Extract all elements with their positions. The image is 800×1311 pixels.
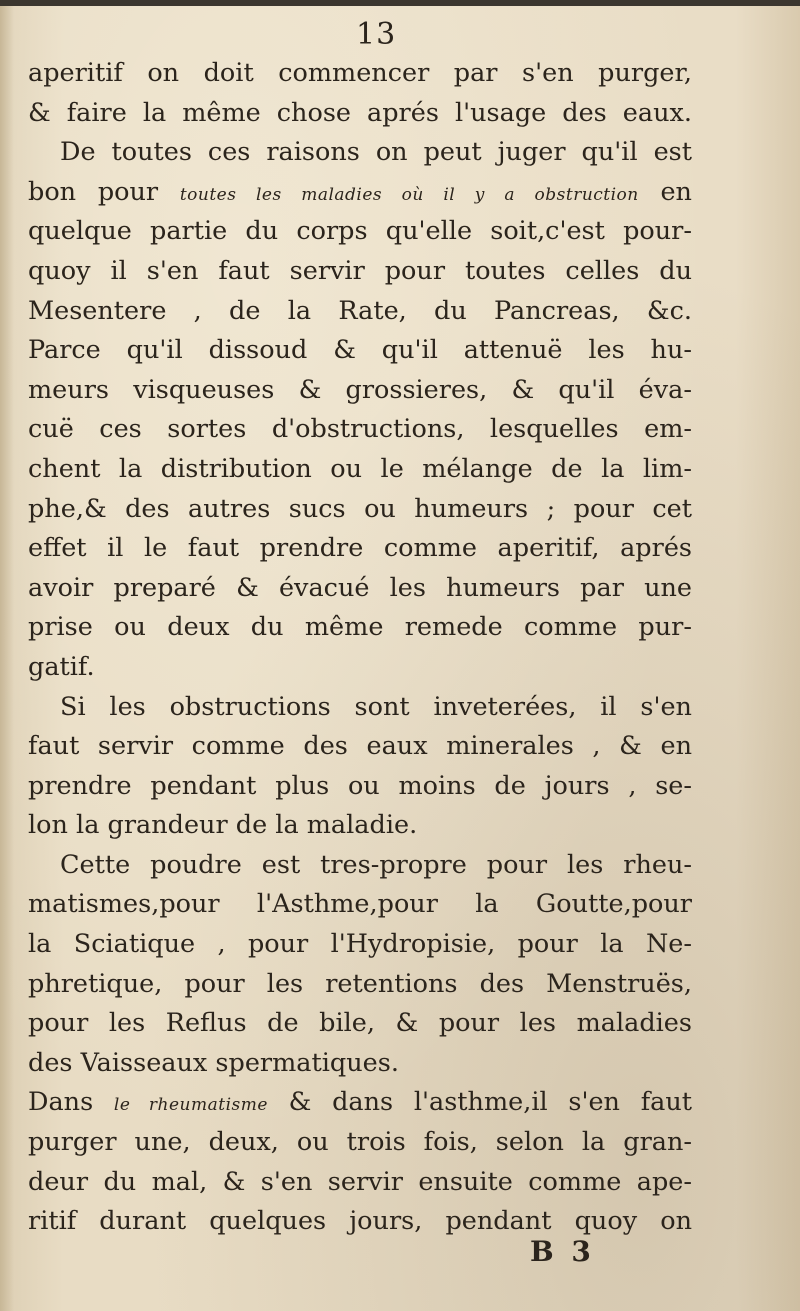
paragraph-start-line — [28, 688, 692, 728]
text-line — [28, 1004, 692, 1044]
binding-gutter — [0, 6, 14, 1311]
line-text: deur du mal, & s'en servir ensuite comme ape- — [28, 1166, 692, 1197]
line-text: De toutes ces raisons on peut juger qu'il est — [60, 137, 692, 168]
line-text: quoy il s'en faut servir pour toutes celles du — [28, 255, 692, 286]
page-number: 13 — [356, 17, 397, 52]
line-text: quelque partie du corps qu'elle soit,c'est pour- — [28, 216, 692, 247]
text-line — [28, 54, 692, 94]
text-line — [28, 490, 692, 530]
text-line — [28, 529, 692, 569]
paragraph-end-line — [28, 1044, 692, 1084]
line-text: des Vaisseaux spermatiques. — [28, 1047, 399, 1078]
paragraph-end-line — [28, 806, 692, 846]
text-line — [28, 173, 692, 213]
line-text: meurs visqueuses & grossieres, & qu'il éva- — [28, 374, 692, 405]
line-text: prise ou deux du même remede comme pur- — [28, 612, 692, 643]
signature-mark: B 3 — [530, 1235, 595, 1268]
text-line — [28, 767, 692, 807]
text-line — [28, 569, 692, 609]
line-text: ritif durant quelques jours, pendant quoy on — [28, 1206, 692, 1237]
text-line — [28, 885, 692, 925]
line-text: la Sciatique , pour l'Hydropisie, pour la Ne- — [28, 929, 692, 960]
line-text: faut servir comme des eaux minerales , & en — [28, 731, 692, 762]
text-line — [28, 212, 692, 252]
line-text: matismes,pour l'Asthme,pour la Goutte,pour — [28, 889, 692, 920]
line-text: phretique, pour les retentions des Menstruës, — [28, 968, 692, 999]
paragraph-start-line — [28, 846, 692, 886]
line-text: lon la grandeur de la maladie. — [28, 810, 418, 841]
italic-phrase: le rheumatisme — [113, 1095, 268, 1116]
text-line — [28, 1123, 692, 1163]
text-line — [28, 965, 692, 1005]
line-text: gatif. — [28, 651, 95, 682]
line-text: purger une, deux, ou trois fois, selon la gran- — [28, 1127, 692, 1158]
body-text — [28, 54, 692, 1242]
line-text: Dans — [28, 1087, 114, 1118]
line-text: en — [638, 176, 692, 207]
text-line — [28, 331, 692, 371]
line-text: prendre pendant plus ou moins de jours , se- — [28, 770, 692, 801]
italic-phrase: toutes les maladies où il y a obstruction — [179, 184, 639, 205]
line-text: Si les obstructions sont inveterées, il s'en — [60, 691, 692, 722]
line-text: pour les Reflus de bile, & pour les maladies — [28, 1008, 692, 1039]
line-text: phe,& des autres sucs ou humeurs ; pour cet — [28, 493, 692, 524]
text-line — [28, 925, 692, 965]
line-text: cuë ces sortes d'obstructions, lesquelles em- — [28, 414, 692, 445]
line-text: bon pour — [28, 176, 180, 207]
line-text: Cette poudre est tres-propre pour les rheu- — [60, 849, 692, 880]
paragraph-end-line — [28, 648, 692, 688]
top-edge-rule — [0, 0, 800, 6]
text-line — [28, 1163, 692, 1203]
text-line — [28, 252, 692, 292]
line-text: Parce qu'il dissoud & qu'il attenuë les hu- — [28, 335, 692, 366]
line-text: avoir preparé & évacué les humeurs par une — [28, 572, 692, 603]
text-line — [28, 292, 692, 332]
paragraph-start-line — [28, 133, 692, 173]
text-line — [28, 94, 692, 134]
text-line — [28, 727, 692, 767]
text-line — [28, 608, 692, 648]
line-text: effet il le faut prendre comme aperitif, aprés — [28, 533, 692, 564]
text-line — [28, 410, 692, 450]
line-text: Mesentere , de la Rate, du Pancreas, &c. — [28, 295, 692, 326]
line-text: & dans l'asthme,il s'en faut — [267, 1087, 692, 1118]
line-text: chent la distribution ou le mélange de la lim- — [28, 453, 692, 484]
line-text: aperitif on doit commencer par s'en purger, — [28, 58, 692, 88]
text-line — [28, 371, 692, 411]
paragraph-start-line — [28, 1083, 692, 1123]
text-line — [28, 450, 692, 490]
line-text: & faire la même chose aprés l'usage des eaux. — [28, 97, 692, 128]
